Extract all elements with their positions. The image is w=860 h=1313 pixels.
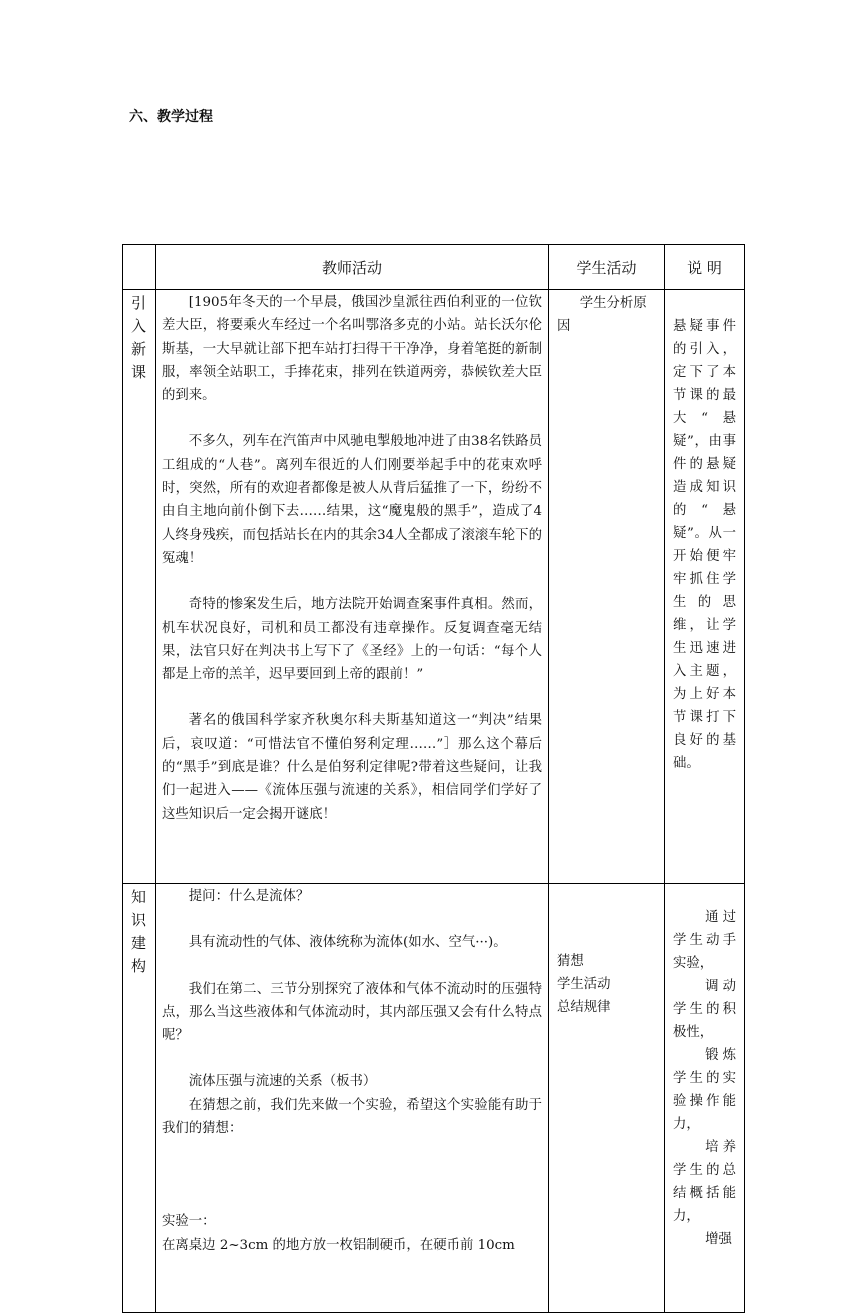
section-label-introduction: [123, 290, 156, 884]
header-blank: [123, 245, 156, 290]
notes-text: 悬疑事件的引入，定下了本节课的最大“悬疑”，由事件的悬疑造成知识的“悬疑”。从一开始便牢牢抓住学生的思维，让学生迅速进入主题，为上好本节课打下良好的基础。: [673, 319, 736, 771]
question-text: 提问：什么是流体？: [188, 889, 310, 904]
section-label-knowledge: [123, 884, 156, 1313]
teacher-activity-cell: [156, 290, 549, 884]
student-activity-text: 猜想: [557, 954, 584, 969]
notes-cell: [665, 884, 745, 1313]
notes-text: 调动学生的积极性，: [673, 979, 736, 1040]
notes-text: 增强: [705, 1232, 732, 1247]
section-char: 知: [130, 888, 147, 906]
notes-text: 培养学生的总结概括能力，: [673, 1140, 736, 1224]
table-row-knowledge: [123, 884, 745, 1313]
section-char: 引: [130, 294, 147, 312]
student-activity-cell: [549, 290, 665, 884]
board-title-text: 流体压强与流速的关系（板书）: [188, 1074, 377, 1090]
teacher-activity-cell: [156, 884, 549, 1313]
section-char: 课: [130, 363, 147, 381]
teaching-process-table: [122, 244, 745, 1313]
section-char: 新: [130, 340, 147, 358]
story-paragraph: [1905年冬天的一个早晨，俄国沙皇派往西伯利亚的一位钦差大臣，将要乘火车经过一个名叫鄂洛多克的小站。站长沃尔伦斯基，一大早就让部下把车站打扫得干干净净，身着笔挺的新制服，率领全站职工，手捧花束，排列在铁道两旁，恭候钦差大臣的到来。: [162, 295, 542, 404]
header-teacher-activity: 教师活动: [156, 245, 549, 290]
story-paragraph: 著名的俄国科学家齐秋奥尔科夫斯基知道这一“判决”结果后，哀叹道：“可惜法官不懂伯努利定理……”］那么这个幕后的“黑手”到底是谁？什么是伯努利定律呢?带着这些疑问，让我们一起进入——《流体压强与流速的关系》，相信同学们学好了这些知识后一定会揭开谜底！: [162, 713, 542, 822]
definition-text: 具有流动性的气体、液体统称为流体(如水、空气···)。: [188, 935, 507, 951]
header-notes: 说 明: [665, 245, 745, 290]
section-char: 建: [130, 934, 147, 952]
notes-text: 锻炼学生的实验操作能力，: [673, 1048, 736, 1132]
section-char: 识: [130, 911, 147, 929]
student-activity-text: 总结规律: [557, 1000, 611, 1015]
section-heading: 六、教学过程: [129, 109, 213, 125]
table-row-introduction: [123, 290, 745, 884]
section-char: 入: [130, 317, 147, 335]
story-paragraph: 奇特的惨案发生后，地方法院开始调查案事件真相。然而，机车状况良好，司机和员工都没有违章操作。反复调查毫无结果，法官只好在判决书上写下了《圣经》上的一句话：“每个人都是上帝的羔羊，迟早要回到上帝的跟前！”: [162, 597, 542, 683]
experiment-label: 实验一：: [162, 1214, 216, 1230]
student-activity-text: 学生分析原因: [557, 296, 647, 334]
header-student-activity: 学生活动: [549, 245, 665, 290]
student-activity-text: 学生活动: [557, 977, 611, 992]
transition-text: 我们在第二、三节分别探究了液体和气体不流动时的压强特点，那么当这些液体和气体流动时，其内部压强又会有什么特点呢？: [162, 981, 542, 1044]
experiment-text: 在离桌边 2~3cm 的地方放一枚铝制硬币，在硬币前 10cm: [162, 1237, 515, 1253]
notes-text: 通过学生动手实验，: [673, 910, 736, 971]
story-paragraph: 不多久，列车在汽笛声中风驰电掣般地冲进了由38名铁路员工组成的“人巷”。离列车很近的人们刚要举起手中的花束欢呼时，突然，所有的欢迎者都像是被人从背后猛推了一下，纷纷不由自主地向前仆倒下去……结果，这“魔鬼般的黑手”，造成了4人终身残疾，而包括站长在内的其余34人全都成了滚滚车轮下的冤魂！: [162, 434, 542, 566]
table-header-row: [123, 245, 745, 290]
experiment-intro-text: 在猜想之前，我们先来做一个实验，希望这个实验能有助于我们的猜想：: [162, 1097, 542, 1137]
student-activity-cell: [549, 884, 665, 1313]
notes-cell: [665, 290, 745, 884]
section-char: 构: [130, 957, 147, 975]
